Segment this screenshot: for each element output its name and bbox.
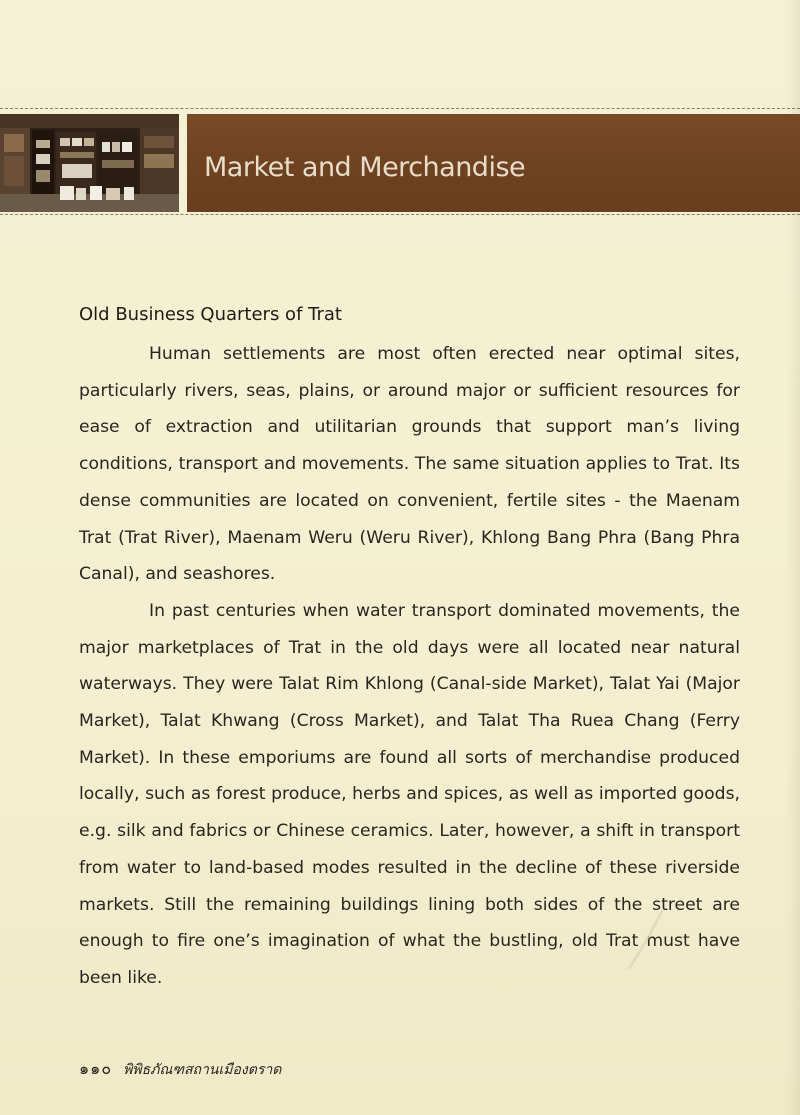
header-top-dashed-rule [0,108,800,109]
article-heading: Old Business Quarters of Trat [79,304,342,325]
page-footer [79,1057,281,1082]
market-shop-photo [0,114,179,212]
header-bottom-dashed-rule [0,214,800,215]
article-paragraph: In past centuries when water transport dominated movements, the major marketplaces of Trat in the old days were all located near natural waterways. They were Talat Rim Khlong (Canal-side Market), Talat Yai (Major Market), Talat Khwang (Cross Market), and Talat Tha Ruea Chang (Ferry Market). In these emporiums are found all sorts of merchandise produced locally, such as forest produce, herbs and spices, as well as imported goods, e.g. silk and fabrics or Chinese ceramics. Later, however, a shift in transport from water to land-based modes resulted in the decline of these riverside markets. Still the remaining buildings lining both sides of the street are enough to fire one’s imagination of what the bustling, old Trat must have been like. [79,600,740,988]
article-paragraph: Human settlements are most often erected near optimal sites, particularly rivers, seas, plains, or around major or sufficient resources for ease of extraction and utilitarian grounds that support man’s living conditions, transport and movements. The same situation applies to Trat. Its dense communities are located on convenient, fertile sites - the Maenam Trat (Trat River), Maenam Weru (Weru River), Khlong Bang Phra (Bang Phra Canal), and seashores. [79,344,740,585]
section-title: Market and Merchandise [204,152,526,183]
section-header-band [187,114,800,212]
page-number: ๑๑๐ [79,1059,113,1078]
market-photo-image [0,114,179,212]
pen-scratch-mark [615,905,675,975]
article-body [79,300,740,997]
book-title: พิพิธภัณฑสถานเมืองตราด [123,1062,282,1078]
